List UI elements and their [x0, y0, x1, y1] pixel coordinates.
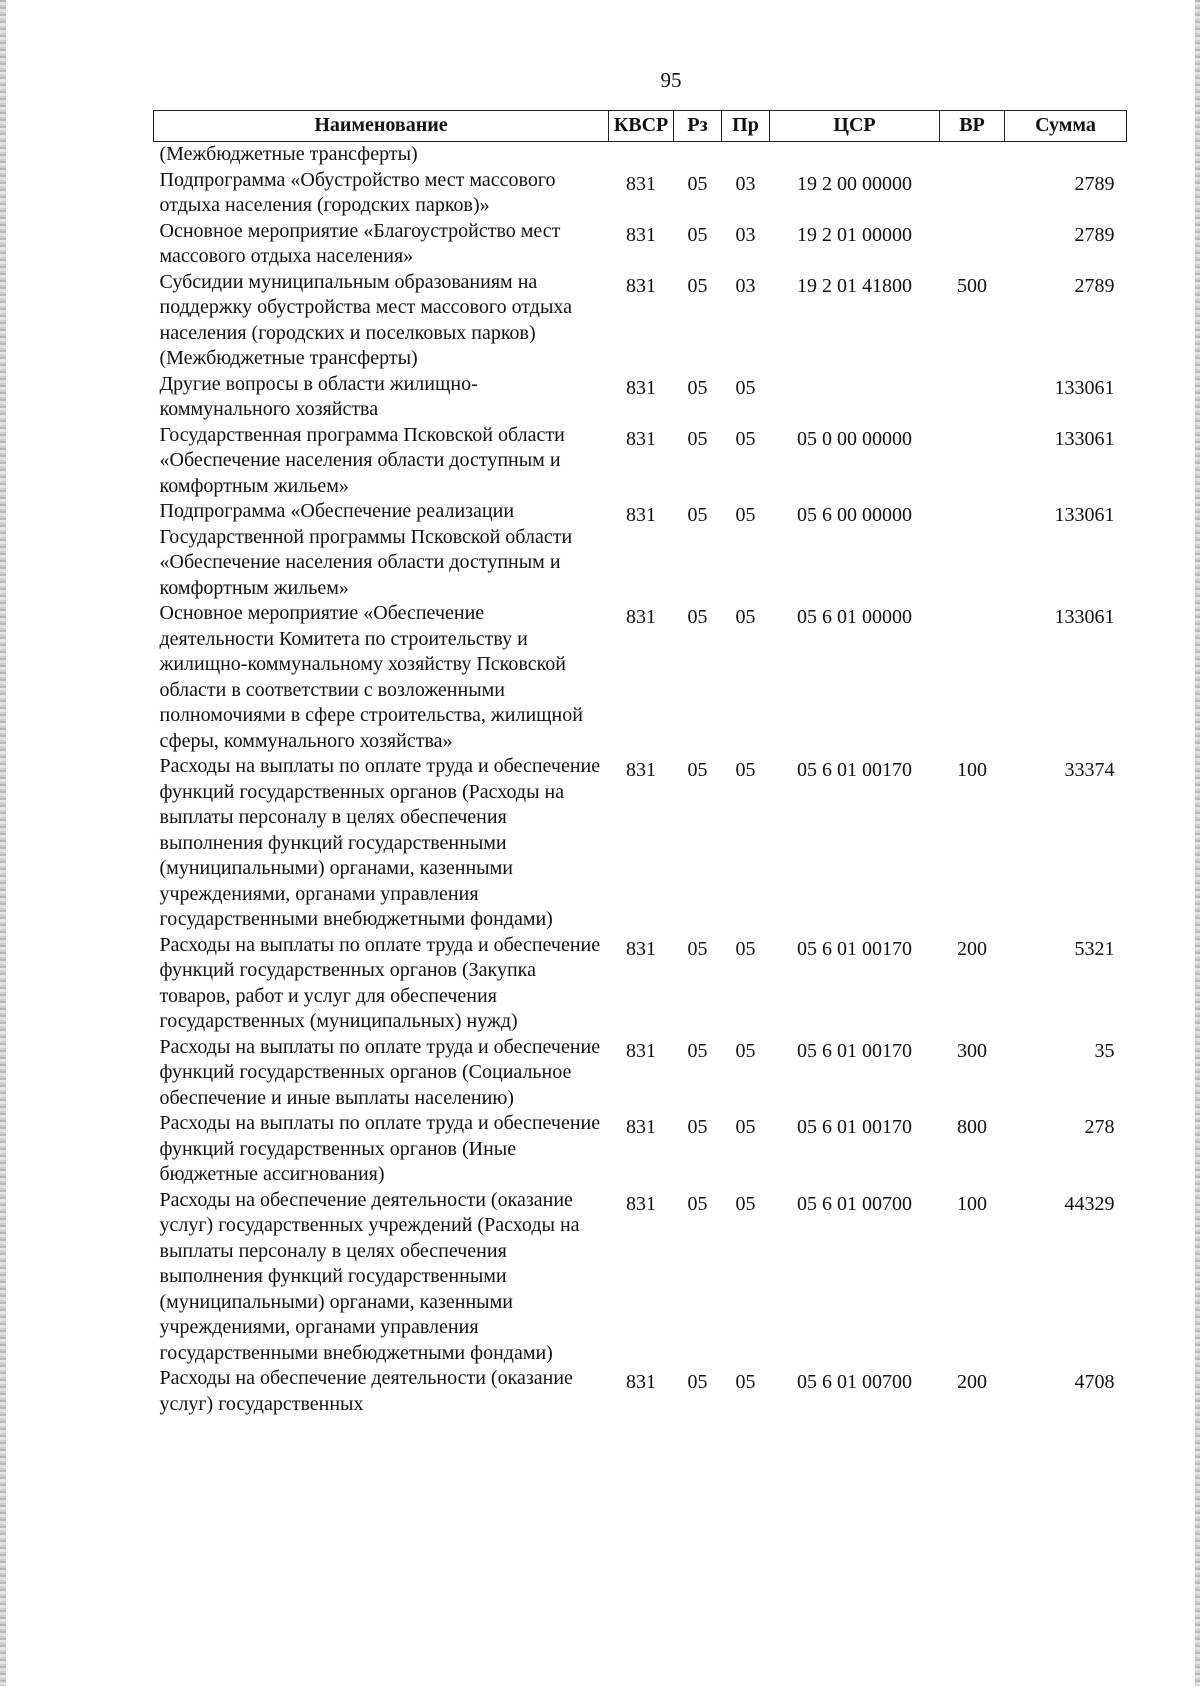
row-kvsr: 831 — [626, 427, 656, 450]
row-kvsr: 831 — [626, 606, 656, 628]
table-row — [154, 1035, 1127, 1112]
row-sum: 278 — [1084, 1116, 1115, 1138]
table-row — [154, 423, 1127, 500]
row-name: Расходы на обеспечение деятельности (оказание услуг) государственных — [159, 1367, 573, 1415]
row-pr — [722, 142, 770, 168]
row-rz: 05 — [687, 606, 708, 628]
row-sum: 2789 — [1074, 172, 1115, 195]
row-name: Расходы на выплаты по оплате труда и обеспечение функций государственных органов (Расходы на выплаты персоналу в целях обеспечения выполнения функций государственными (муниципальными) органами, казенными учреждениями, органами управления государственными внебюджетными фондами) — [159, 755, 601, 930]
row-rz: 05 — [687, 504, 708, 526]
row-pr: 05 — [735, 606, 756, 628]
row-sum: 5321 — [1074, 937, 1115, 960]
row-vr: 200 — [957, 937, 987, 960]
row-vr — [940, 372, 1005, 423]
row-sum: 35 — [1094, 1039, 1115, 1062]
row-vr: 200 — [957, 1371, 987, 1393]
row-name: (Межбюджетные трансферты) — [159, 143, 418, 165]
header-name: Наименование — [154, 111, 609, 142]
row-rz — [674, 142, 722, 168]
row-sum: 2789 — [1074, 274, 1115, 297]
row-rz: 05 — [687, 274, 708, 297]
row-sum: 33374 — [1064, 759, 1115, 781]
row-kvsr: 831 — [626, 172, 656, 195]
row-pr: 03 — [735, 172, 756, 195]
row-vr — [940, 499, 1005, 601]
row-pr: 05 — [735, 1192, 756, 1215]
table-row — [154, 168, 1127, 219]
row-kvsr: 831 — [626, 504, 656, 526]
row-name: Основное мероприятие «Обеспечение деятельности Комитета по строительству и жилищно-коммунальному хозяйству Псковской области в соответствии с возложенными полномочиями в сфере строительства, жилищной сферы, коммунального хозяйства» — [159, 602, 583, 752]
table-row — [154, 933, 1127, 1035]
table-row — [154, 270, 1127, 372]
row-kvsr: 831 — [626, 759, 656, 781]
row-csr: 05 6 01 00700 — [797, 1192, 912, 1215]
header-vr: ВР — [940, 111, 1005, 142]
scan-edge-left — [0, 0, 6, 1686]
row-pr: 03 — [735, 274, 756, 297]
row-kvsr: 831 — [626, 376, 656, 399]
header-pr: Пр — [722, 111, 770, 142]
row-pr: 05 — [735, 759, 756, 781]
budget-table — [153, 110, 1127, 1417]
row-pr: 05 — [735, 427, 756, 450]
row-sum: 133061 — [1054, 427, 1115, 450]
table-row — [154, 142, 1127, 168]
row-pr: 05 — [735, 1039, 756, 1062]
row-csr — [770, 372, 940, 423]
row-pr: 05 — [735, 937, 756, 960]
row-sum: 4708 — [1074, 1371, 1115, 1393]
row-rz: 05 — [687, 376, 708, 399]
row-kvsr: 831 — [626, 937, 656, 960]
row-name: Подпрограмма «Обустройство мест массового отдыха населения (городских парков)» — [159, 168, 556, 216]
row-name: Подпрограмма «Обеспечение реализации Государственной программы Псковской области «Обеспечение населения области доступным и комфортным жильем» — [159, 500, 573, 599]
row-pr: 05 — [735, 504, 756, 526]
row-kvsr: 831 — [626, 223, 656, 246]
row-name: Основное мероприятие «Благоустройство мест массового отдыха населения» — [159, 219, 561, 267]
row-sum: 133061 — [1054, 504, 1115, 526]
row-pr: 05 — [735, 376, 756, 399]
row-rz: 05 — [687, 1116, 708, 1138]
row-vr: 500 — [957, 274, 987, 297]
header-kvsr: КВСР — [609, 111, 674, 142]
table-body — [154, 142, 1127, 1418]
row-name: Расходы на обеспечение деятельности (оказание услуг) государственных учреждений (Расходы на выплаты персоналу в целях обеспечения выполнения функций государственными (муниципальными) органами, казенными учреждениями, органами управления государственными внебюджетными фондами) — [159, 1188, 580, 1364]
row-rz: 05 — [687, 759, 708, 781]
row-name: Государственная программа Псковской области «Обеспечение населения области доступным и комфортным жильем» — [159, 423, 565, 497]
row-rz: 05 — [687, 1039, 708, 1062]
row-vr: 100 — [957, 759, 987, 781]
row-vr — [940, 219, 1005, 270]
table-row — [154, 1366, 1127, 1417]
row-sum — [1005, 142, 1127, 168]
row-vr: 800 — [957, 1116, 987, 1138]
row-csr: 05 6 00 00000 — [797, 504, 912, 526]
row-rz: 05 — [687, 172, 708, 195]
row-name: Другие вопросы в области жилищно-коммунального хозяйства — [159, 372, 478, 420]
table-row — [154, 601, 1127, 754]
row-rz: 05 — [687, 937, 708, 960]
row-pr: 03 — [735, 223, 756, 246]
row-sum: 133061 — [1054, 606, 1115, 628]
row-name: Расходы на выплаты по оплате труда и обеспечение функций государственных органов (Социальное обеспечение и иные выплаты населению) — [159, 1035, 601, 1109]
row-csr: 05 6 01 00700 — [797, 1371, 912, 1393]
row-kvsr: 831 — [626, 1371, 656, 1393]
row-csr: 05 6 01 00170 — [797, 759, 912, 781]
table-row — [154, 219, 1127, 270]
row-csr: 05 6 01 00170 — [797, 1116, 912, 1138]
row-rz: 05 — [687, 1192, 708, 1215]
table-row — [154, 754, 1127, 933]
header-csr: ЦСР — [770, 111, 940, 142]
row-sum: 2789 — [1074, 223, 1115, 246]
row-pr: 05 — [735, 1116, 756, 1138]
row-name: Субсидии муниципальным образованиям на поддержку обустройства мест массового отдыха населения (городских и поселковых парков) (Межбюджетные трансферты) — [159, 270, 573, 369]
row-csr: 19 2 01 00000 — [797, 223, 912, 246]
row-csr — [770, 142, 940, 168]
row-name: Расходы на выплаты по оплате труда и обеспечение функций государственных органов (Иные бюджетные ассигнования) — [159, 1112, 601, 1185]
header-sum: Сумма — [1005, 111, 1127, 142]
row-csr: 05 6 01 00170 — [797, 1039, 912, 1062]
row-kvsr: 831 — [626, 1039, 656, 1062]
row-vr — [940, 142, 1005, 168]
scan-edge-right — [1195, 0, 1200, 1686]
row-pr: 05 — [735, 1371, 756, 1393]
row-kvsr: 831 — [626, 1192, 656, 1215]
table-row — [154, 1188, 1127, 1367]
row-rz: 05 — [687, 427, 708, 450]
page-number: 95 — [660, 68, 682, 92]
row-sum: 133061 — [1054, 376, 1115, 399]
row-csr: 05 6 01 00000 — [797, 606, 912, 628]
header-rz: Рз — [674, 111, 722, 142]
row-vr: 300 — [957, 1039, 987, 1062]
row-kvsr — [609, 142, 674, 168]
row-csr: 05 0 00 00000 — [797, 427, 912, 450]
row-kvsr: 831 — [626, 1116, 656, 1138]
row-csr: 19 2 01 41800 — [797, 274, 912, 297]
row-rz: 05 — [687, 223, 708, 246]
row-vr — [940, 423, 1005, 500]
row-sum: 44329 — [1064, 1192, 1115, 1215]
row-vr — [940, 168, 1005, 219]
table-header — [154, 111, 1127, 142]
row-csr: 05 6 01 00170 — [797, 937, 912, 960]
row-vr — [940, 601, 1005, 754]
row-kvsr: 831 — [626, 274, 656, 297]
row-name: Расходы на выплаты по оплате труда и обеспечение функций государственных органов (Закупка товаров, работ и услуг для обеспечения государственных (муниципальных) нужд) — [159, 933, 601, 1032]
table-row — [154, 499, 1127, 601]
row-csr: 19 2 00 00000 — [797, 172, 912, 195]
table-row — [154, 1111, 1127, 1188]
row-vr: 100 — [957, 1192, 987, 1215]
table-row — [154, 372, 1127, 423]
row-rz: 05 — [687, 1371, 708, 1393]
